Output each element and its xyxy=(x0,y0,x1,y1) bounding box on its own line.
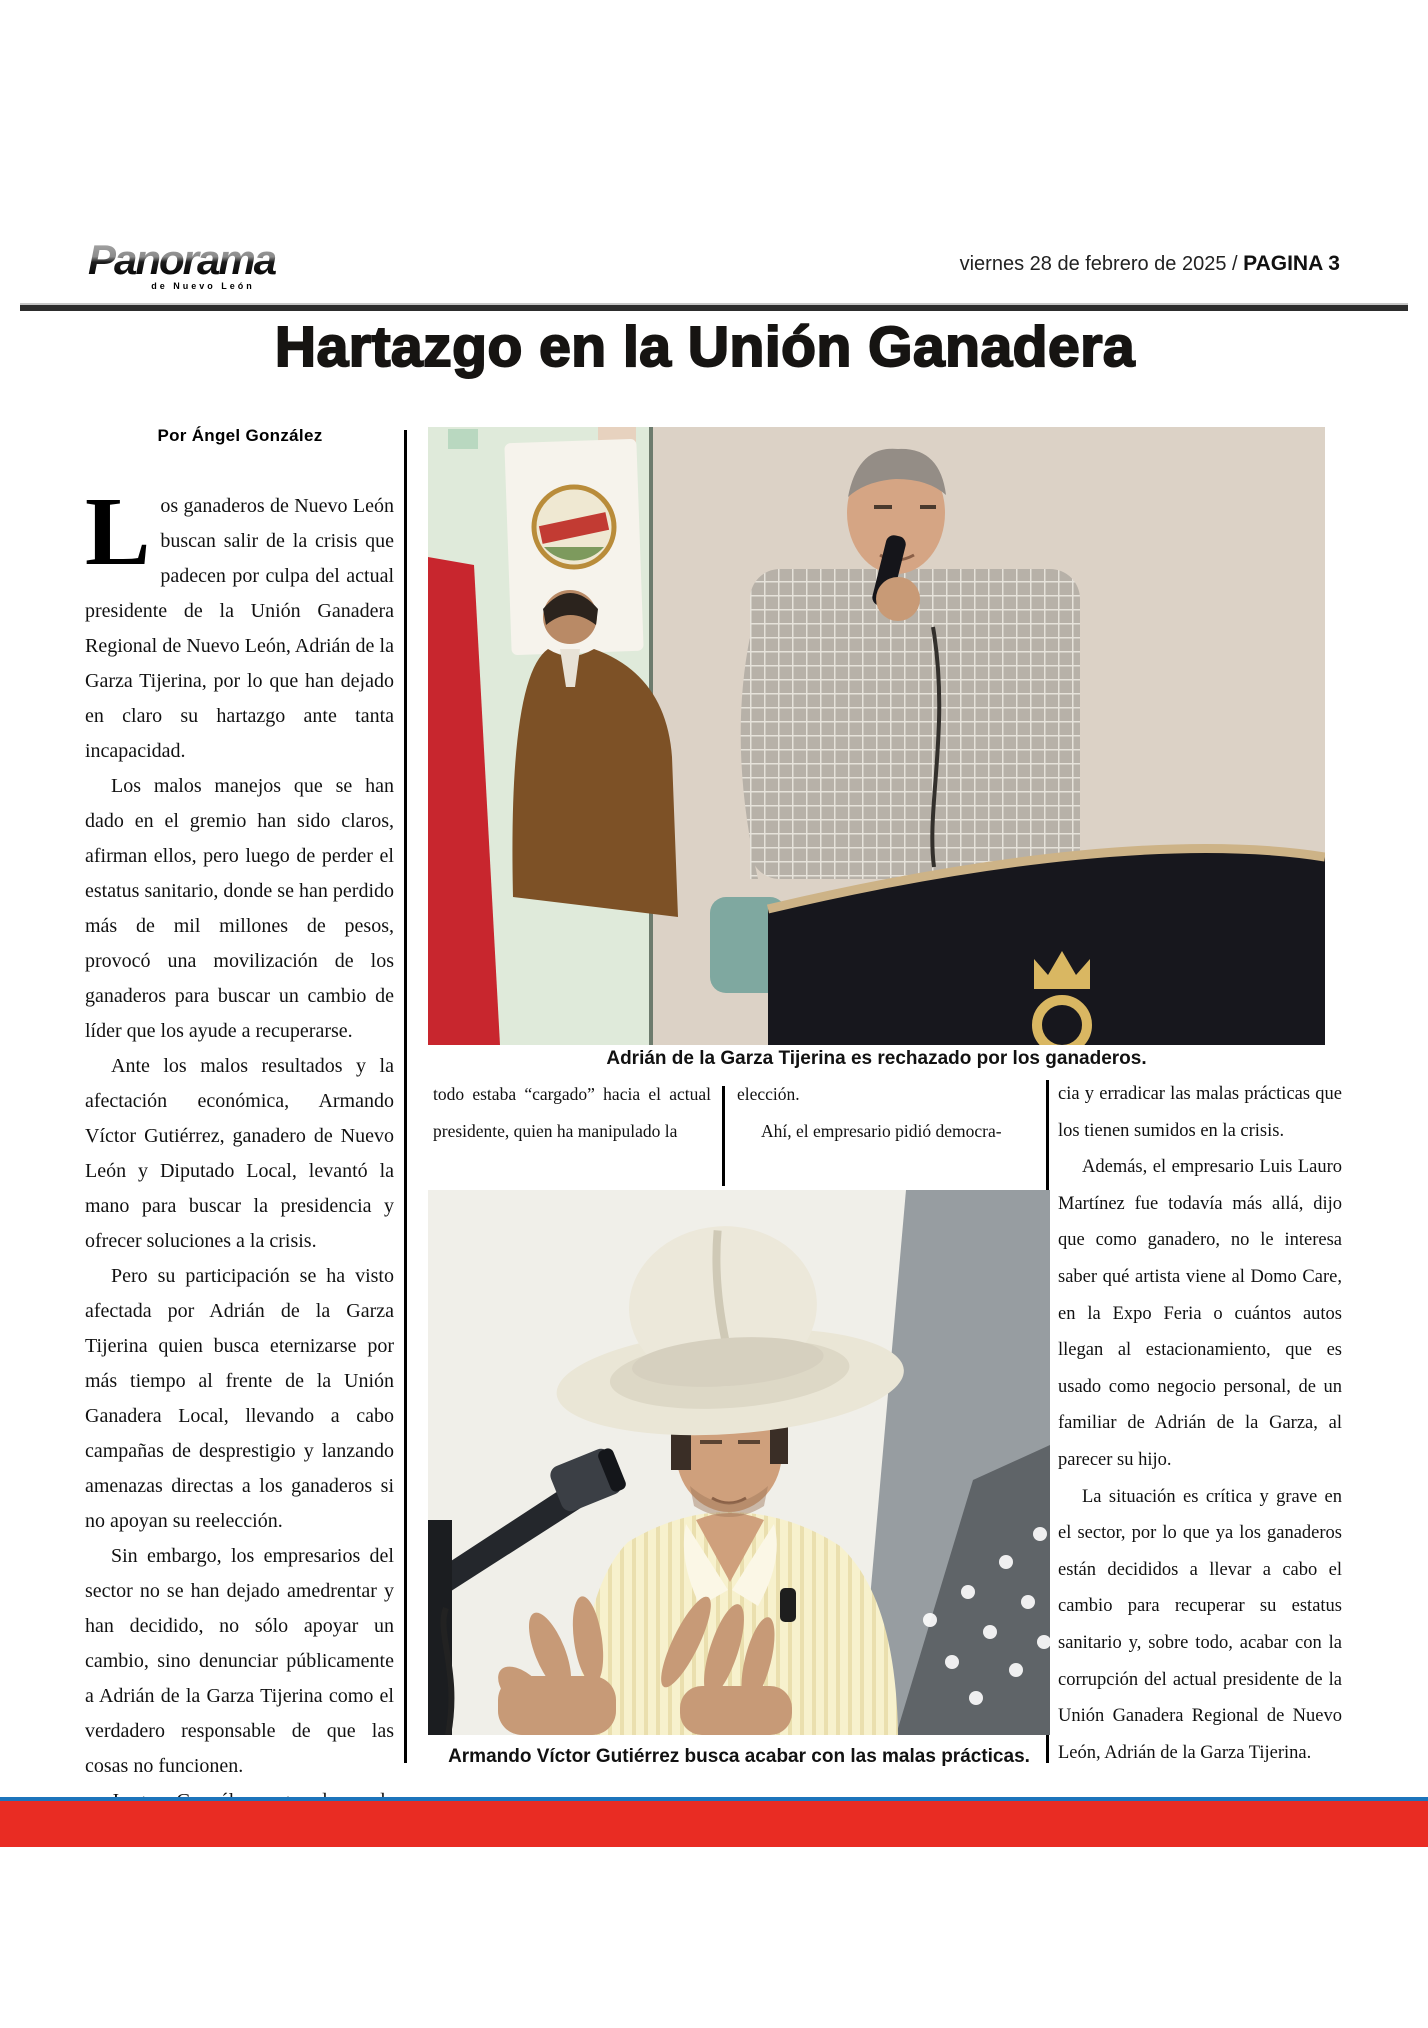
dateline xyxy=(960,252,1340,276)
paragraph xyxy=(85,478,394,769)
bottom-red-bar xyxy=(0,1797,1428,1847)
paragraph: todo estaba “cargado” hacia el actual presidente, quien ha manipulado la xyxy=(433,1084,711,1141)
paragraph-text: os ganaderos de Nuevo León buscan salir de la crisis que padecen por culpa del actual presidente de la Unión Ganadera Regional de Nuevo León, Adrián de la Garza Tijerina, por lo que han dejado en claro su hartazgo ante tanta incapacidad. xyxy=(85,495,394,762)
photo-adrian-de-la-garza xyxy=(428,427,1325,1045)
paragraph: cia y erradicar las malas prácticas que los tienen sumidos en la crisis. xyxy=(1058,1084,1342,1141)
photo1-caption: Adrián de la Garza Tijerina es rechazado por los ganaderos. xyxy=(606,1048,1147,1069)
date-text: viernes 28 de febrero de 2025 / xyxy=(959,253,1244,275)
article-column-1 xyxy=(85,478,394,1854)
drop-cap: L xyxy=(85,478,151,586)
paragraph: Pero su participación se ha visto afectada por Adrián de la Garza Tijerina quien busca eternizarse por más tiempo al frente de la Unión Ganadera Local, llevando a cabo campañas de desprestigio y lanzando amenazas directas a los ganaderos si no apoyan su reelección. xyxy=(85,1265,394,1532)
paragraph: Los malos manejos que se han dado en el gremio han sido claros, afirman ellos, pero luego de perder el estatus sanitario, donde se han perdido más de mil millones de pesos, provocó una movilización de los ganaderos para buscar un cambio de líder que los ayude a recuperarse. xyxy=(85,775,394,1042)
paragraph: Ante los malos resultados y la afectación económica, Armando Víctor Gutiérrez, ganadero de Nuevo León y Diputado Local, levantó la mano para buscar la presidencia y ofrecer soluciones a la crisis. xyxy=(85,1055,394,1252)
column-rule-middle xyxy=(722,1086,725,1186)
paragraph: elección. xyxy=(737,1084,800,1104)
newspaper-logo xyxy=(88,236,298,291)
photo2-caption: Armando Víctor Gutiérrez busca acabar con las malas prácticas. xyxy=(448,1746,1030,1767)
article-column-4 xyxy=(1058,1076,1342,1771)
logo-wordmark: Panorama xyxy=(88,240,298,280)
headline: Hartazgo en la Unión Ganadera xyxy=(274,315,1136,379)
header-rule xyxy=(20,303,1408,311)
photo2-illustration xyxy=(428,1190,1050,1735)
column-rule-left xyxy=(404,430,407,1763)
byline: Por Ángel González xyxy=(157,426,323,445)
logo-subtitle: de Nuevo León xyxy=(151,281,255,291)
page-number: PAGINA 3 xyxy=(1243,252,1340,275)
paragraph: Además, el empresario Luis Lauro Martínez fue todavía más allá, dijo que como ganadero, no le interesa saber qué artista viene al Domo Care, en la Expo Feria o cuántos autos llegan al estacionamiento, que es usado como negocio personal, de un familiar de Adrián de la Garza, al parecer su hijo. xyxy=(1058,1157,1342,1470)
photo-armando-victor-gutierrez xyxy=(428,1190,1050,1735)
photo1-illustration xyxy=(428,427,1325,1045)
lavalier-mic xyxy=(780,1588,796,1622)
paragraph: Ahí, el empresario pidió democra- xyxy=(761,1121,1002,1141)
paragraph: La situación es crítica y grave en el sector, por lo que ya los ganaderos están decididos a llevar a cabo el cambio para recuperar su estatus sanitario y, sobre todo, acabar con la corrupción del actual presidente de la Unión Ganadera Regional de Nuevo León, Adrián de la Garza Tijerina. xyxy=(1058,1486,1342,1763)
paragraph: Sin embargo, los empresarios del sector no se han dejado amedrentar y han decidido, no sólo apoyar un cambio, sino denunciar públicamente a Adrián de la Garza Tijerina como el verdadero responsable de que las cosas no funcionen. xyxy=(85,1545,394,1777)
article-column-2 xyxy=(433,1076,711,1150)
article-column-3 xyxy=(737,1076,1029,1150)
